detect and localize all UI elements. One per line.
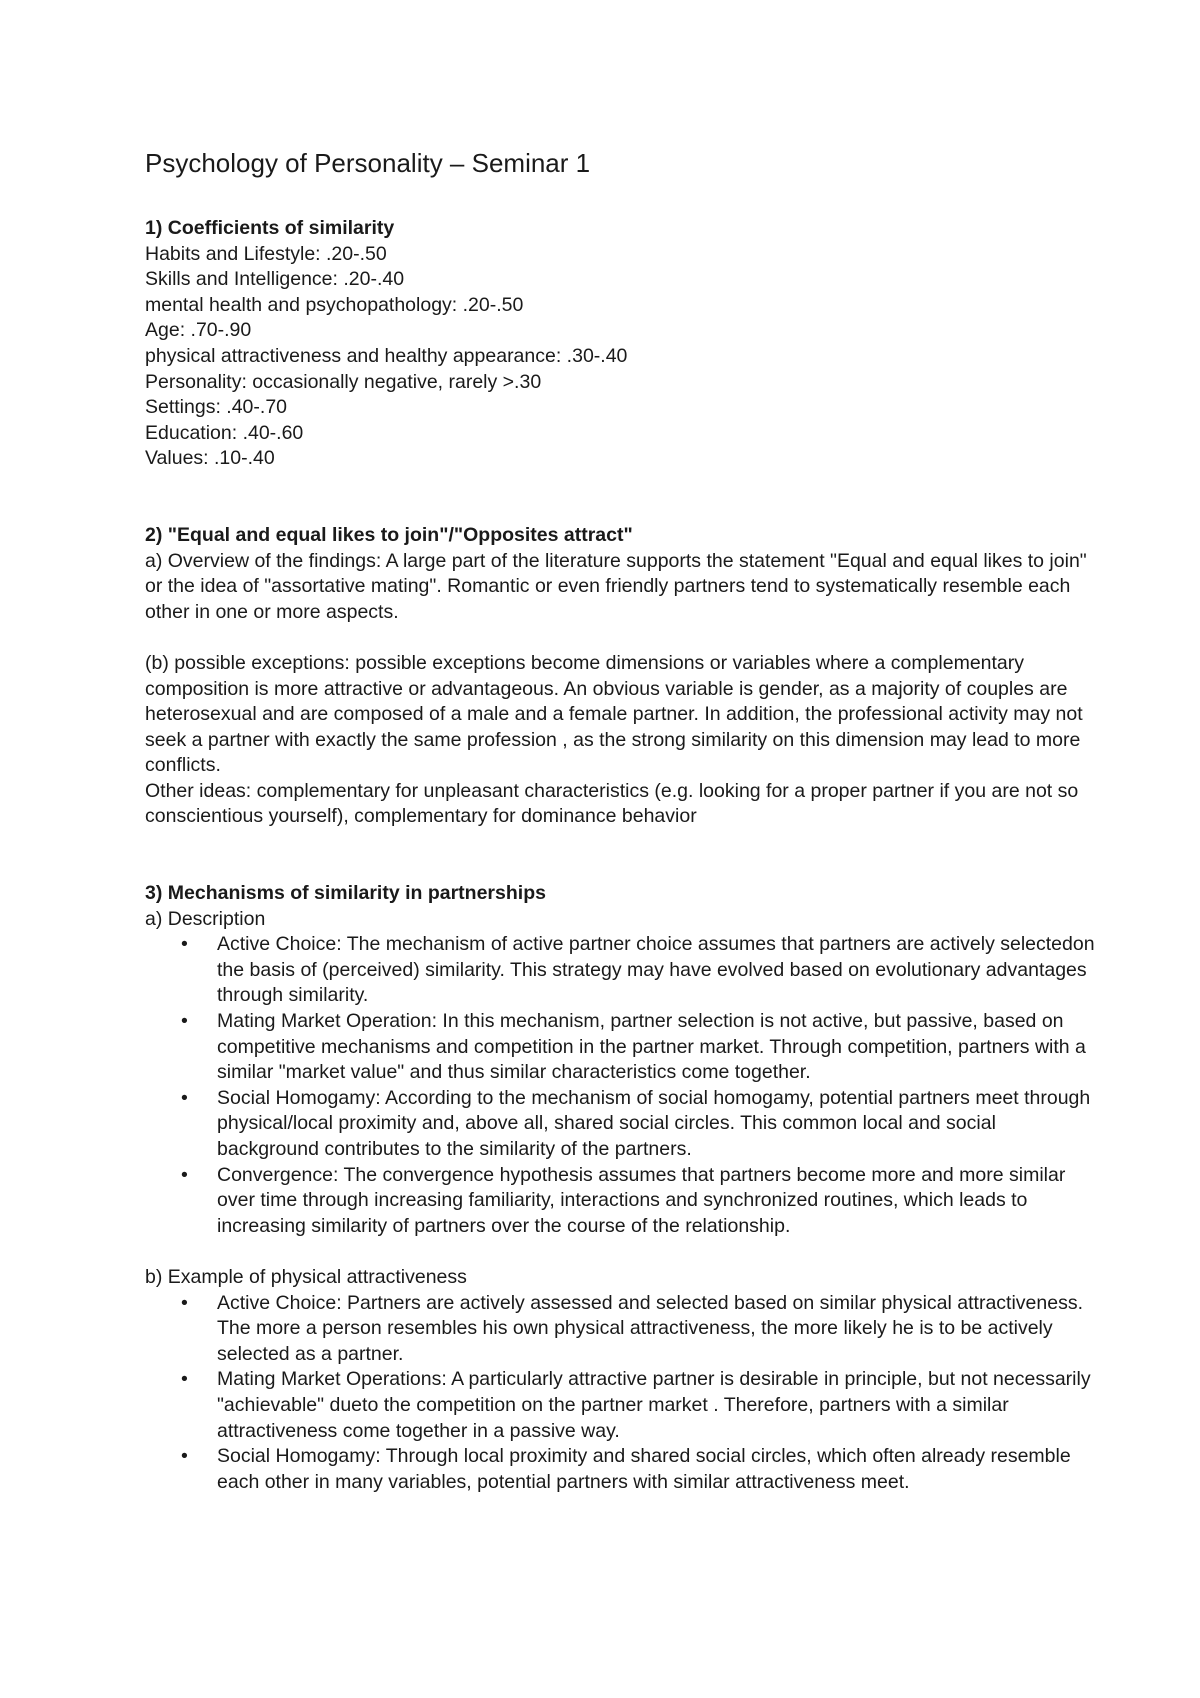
paragraph-exceptions: (b) possible exceptions: possible exceptions become dimensions or variables where a complementary composition is more attractive or advantageous. An obvious variable is gender, as a majority of couples are heterosexual and are composed of a male and a female partner. In addition, the professional activity may not seek a partner with exactly the same profession , as the strong similarity on this dimension may lead to more conflicts. xyxy=(145,651,1083,777)
coefficient-line: Age: .70-.90 xyxy=(145,319,252,342)
bullet-list-example xyxy=(145,1291,1100,1496)
list-item: • Active Choice: The mechanism of active partner choice assumes that partners are actively selectedon the basis of (perceived) similarity. This strategy may have evolved based on evolutionary advantages through similarity. xyxy=(217,932,1100,1009)
section-similarity-coefficients xyxy=(145,216,1100,472)
section-heading: 2) "Equal and equal likes to join"/"Opposites attract" xyxy=(145,523,633,546)
list-item: • Social Homogamy: According to the mechanism of social homogamy, potential partners meet through physical/local proximity and, above all, shared social circles. This common local and social background contributes to the similarity of the partners. xyxy=(217,1086,1100,1163)
list-item: • Mating Market Operation: In this mechanism, partner selection is not active, but passive, based on competitive mechanisms and competition in the partner market. Through competition, partners with a similar "market value" and thus similar characteristics come together. xyxy=(217,1009,1100,1086)
paragraph-other-ideas: Other ideas: complementary for unpleasant characteristics (e.g. looking for a proper partner if you are not so conscientious yourself), complementary for dominance behavior xyxy=(145,779,1079,828)
bullet-list-description xyxy=(145,932,1100,1239)
coefficient-line: Values: .10-.40 xyxy=(145,447,275,470)
coefficient-line: mental health and psychopathology: .20-.50 xyxy=(145,293,524,316)
list-item: • Convergence: The convergence hypothesis assumes that partners become more and more similar over time through increasing familiarity, interactions and synchronized routines, which leads to increasing similarity of partners over the course of the relationship. xyxy=(217,1163,1100,1240)
coefficient-line: physical attractiveness and healthy appearance: .30-.40 xyxy=(145,344,628,367)
section-mechanisms xyxy=(145,881,1100,1495)
list-item: • Social Homogamy: Through local proximity and shared social circles, which often already resemble each other in many variables, potential partners with similar attractiveness meet. xyxy=(217,1444,1100,1495)
coefficient-line: Settings: .40-.70 xyxy=(145,396,288,419)
list-item: • Active Choice: Partners are actively assessed and selected based on similar physical attractiveness. The more a person resembles his own physical attractiveness, the more likely he is to be actively selected as a partner. xyxy=(217,1291,1100,1368)
coefficient-line: Education: .40-.60 xyxy=(145,421,304,444)
coefficient-line: Personality: occasionally negative, rarely >.30 xyxy=(145,370,542,393)
section-heading: 1) Coefficients of similarity xyxy=(145,217,395,239)
paragraph-overview: a) Overview of the findings: A large part of the literature supports the statement "Equal and equal likes to join" or the idea of "assortative mating". Romantic or even friendly partners tend to systematically resemble each other in one or more aspects. xyxy=(145,549,1087,623)
coefficient-line: Habits and Lifestyle: .20-.50 xyxy=(145,242,387,265)
list-item: • Mating Market Operations: A particularly attractive partner is desirable in principle, but not necessarily "achievable" dueto the competition on the partner market . Therefore, partners with a similar attractiveness come together in a passive way. xyxy=(217,1367,1100,1444)
section-heading: 3) Mechanisms of similarity in partnerships xyxy=(145,882,546,905)
section-equal-opposites xyxy=(145,523,1100,830)
document-title: Psychology of Personality – Seminar 1 xyxy=(145,148,591,178)
subheading-description: a) Description xyxy=(145,907,266,930)
coefficient-line: Skills and Intelligence: .20-.40 xyxy=(145,268,405,291)
subheading-example: b) Example of physical attractiveness xyxy=(145,1265,467,1288)
